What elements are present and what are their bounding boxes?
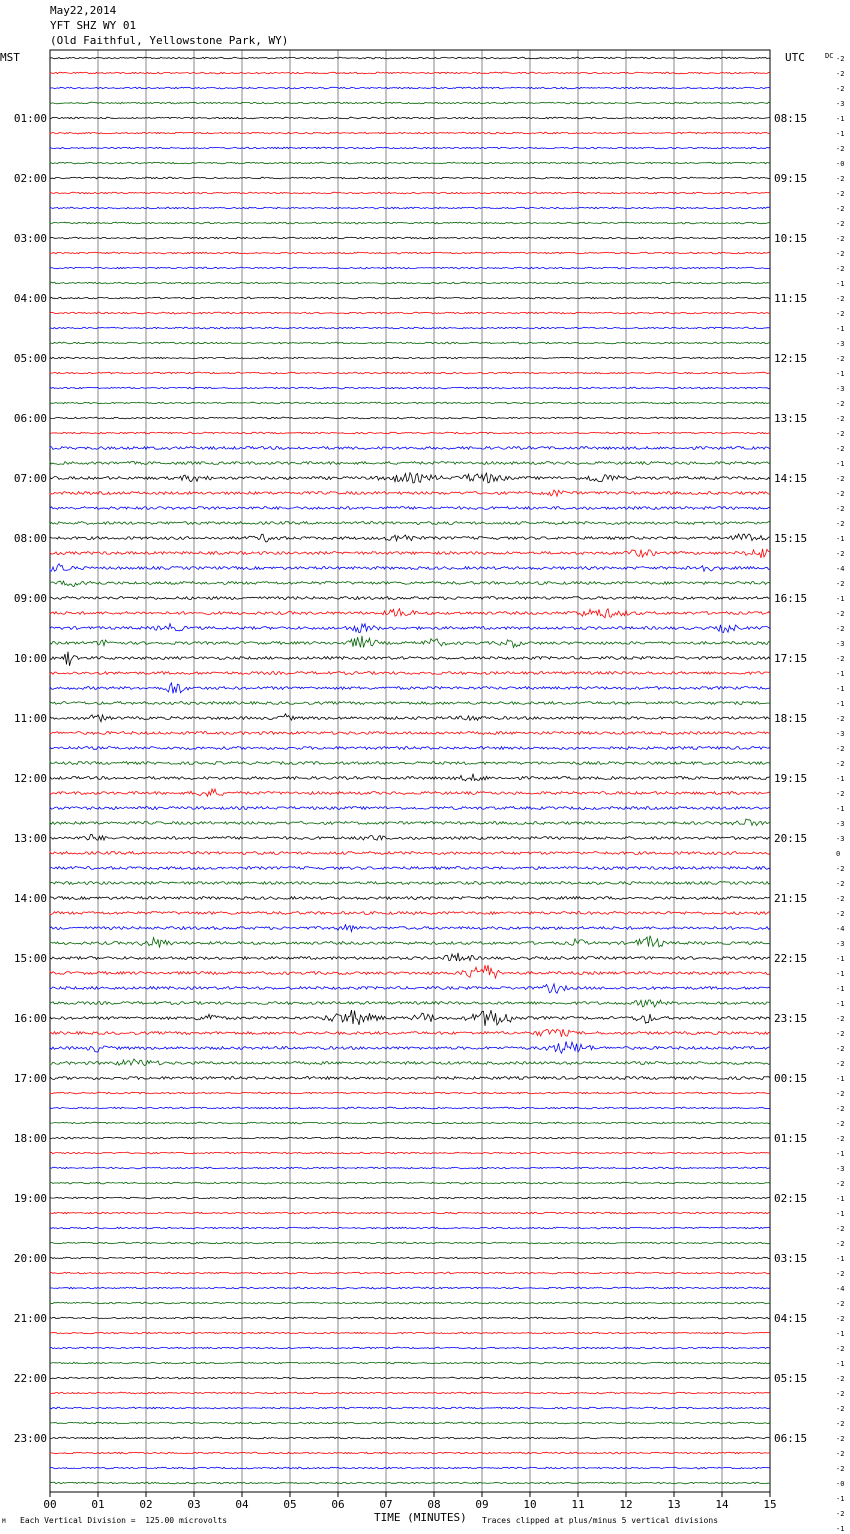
x-tick-label: 14 (715, 1498, 729, 1511)
seismic-trace (50, 1467, 770, 1469)
seismic-trace (50, 965, 770, 978)
dc-offset-label: -2 (836, 430, 845, 438)
mst-hour-label: 12:00 (13, 772, 47, 785)
seismic-trace (50, 402, 770, 404)
seismic-trace (50, 1152, 770, 1154)
dc-offset-label: -2 (836, 550, 845, 558)
dc-offset-label: -2 (836, 220, 845, 228)
seismic-trace (50, 912, 770, 915)
seismic-trace (50, 819, 770, 826)
seismic-trace (50, 636, 770, 648)
dc-offset-label: -2 (836, 1450, 845, 1458)
x-tick-label: 15 (763, 1498, 777, 1511)
seismic-trace (50, 297, 770, 299)
dc-offset-label: -2 (836, 55, 845, 63)
dc-offset-label: -2 (836, 1390, 845, 1398)
dc-offset-label: 0 (836, 850, 841, 858)
dc-offset-label: -2 (836, 1105, 845, 1113)
dc-offset-label: -2 (836, 475, 845, 483)
dc-offset-label: -2 (836, 1420, 845, 1428)
seismic-trace (50, 57, 770, 59)
seismic-trace (50, 177, 770, 179)
seismic-trace (50, 925, 770, 932)
seismic-trace (50, 342, 770, 344)
x-tick-label: 06 (331, 1498, 345, 1511)
seismic-trace (50, 72, 770, 74)
dc-offset-label: -2 (836, 1135, 845, 1143)
dc-offset-label: -2 (836, 790, 845, 798)
seismic-trace (50, 1452, 770, 1454)
dc-offset-label: -2 (836, 895, 845, 903)
dc-offset-label: -1 (836, 985, 845, 993)
seismic-trace (50, 652, 770, 666)
dc-offset-label: -2 (836, 520, 845, 528)
seismic-trace (50, 1332, 770, 1334)
seismic-trace (50, 1347, 770, 1349)
seismic-trace (50, 1010, 770, 1026)
seismic-trace (50, 1272, 770, 1274)
dc-offset-label: -2 (836, 745, 845, 753)
station-code: YFT SHZ WY 01 (50, 19, 137, 32)
x-tick-label: 10 (523, 1498, 537, 1511)
scale-note: Each Vertical Division = 125.00 microvolts (20, 1516, 228, 1525)
dc-offset-label: -1 (836, 1000, 845, 1008)
seismic-trace (50, 1041, 770, 1053)
dc-offset-label: -2 (836, 760, 845, 768)
dc-offset-label: -3 (836, 340, 845, 348)
seismic-trace (50, 417, 770, 419)
dc-offset-label: -2 (836, 625, 845, 633)
seismic-trace (50, 1437, 770, 1439)
seismic-trace (50, 936, 770, 948)
dc-offset-label: -2 (836, 1060, 845, 1068)
dc-offset-label: -0 (836, 1480, 845, 1488)
dc-offset-label: -2 (836, 85, 845, 93)
corner-mark: M (2, 1518, 6, 1525)
seismic-trace (50, 953, 770, 961)
seismic-trace (50, 1122, 770, 1124)
station-location: (Old Faithful, Yellowstone Park, WY) (50, 34, 289, 47)
utc-hour-label: 04:15 (774, 1312, 808, 1325)
dc-offset-label: -3 (836, 940, 845, 948)
dc-offset-label: -3 (836, 835, 845, 843)
dc-offset-label: -2 (836, 1045, 845, 1053)
dc-offset-label: -1 (836, 1195, 845, 1203)
seismic-trace (50, 207, 770, 209)
seismic-trace (50, 132, 770, 134)
seismic-trace (50, 882, 770, 885)
seismic-trace (50, 312, 770, 314)
utc-hour-label: 12:15 (774, 352, 808, 365)
dc-offset-label: -1 (836, 1495, 845, 1503)
dc-offset-label: -1 (836, 1360, 845, 1368)
seismic-trace (50, 1000, 770, 1007)
utc-axis-label: UTC (785, 51, 805, 64)
dc-offset-label: -2 (836, 70, 845, 78)
seismic-trace (50, 357, 770, 359)
dc-offset-label: -2 (836, 445, 845, 453)
seismic-trace (50, 282, 770, 284)
seismic-trace (50, 162, 770, 164)
utc-hour-label: 22:15 (774, 952, 808, 965)
dc-offset-label: -2 (836, 205, 845, 213)
seismic-trace (50, 1107, 770, 1109)
seismic-trace (50, 327, 770, 329)
dc-offset-label: -2 (836, 1375, 845, 1383)
seismic-trace (50, 609, 770, 618)
seismic-trace (50, 834, 770, 840)
utc-hour-label: 14:15 (774, 472, 808, 485)
mst-hour-label: 15:00 (13, 952, 47, 965)
dc-offset-label: -2 (836, 190, 845, 198)
dc-offset-label: -2 (836, 1405, 845, 1413)
dc-offset-label: -2 (836, 880, 845, 888)
seismic-trace (50, 1302, 770, 1304)
dc-offset-label: -2 (836, 715, 845, 723)
dc-offset-label: -2 (836, 235, 845, 243)
dc-offset-label: -2 (836, 355, 845, 363)
seismic-trace (50, 1182, 770, 1184)
seismic-trace (50, 267, 770, 269)
dc-offset-label: -1 (836, 370, 845, 378)
utc-hour-label: 19:15 (774, 772, 808, 785)
seismic-trace (50, 774, 770, 781)
utc-hour-label: 23:15 (774, 1012, 808, 1025)
dc-offset-label: -3 (836, 100, 845, 108)
utc-hour-label: 10:15 (774, 232, 808, 245)
dc-offset-label: -3 (836, 385, 845, 393)
seismic-trace (50, 387, 770, 389)
mst-hour-label: 02:00 (13, 172, 47, 185)
seismic-trace (50, 1092, 770, 1094)
dc-offset-label: -1 (836, 325, 845, 333)
seismic-trace (50, 581, 770, 587)
x-tick-label: 09 (475, 1498, 489, 1511)
dc-offset-label: -2 (836, 865, 845, 873)
dc-offset-label: -2 (836, 505, 845, 513)
mst-hour-label: 23:00 (13, 1432, 47, 1445)
dc-offset-label: -2 (836, 655, 845, 663)
seismic-trace (50, 147, 770, 149)
utc-hour-label: 21:15 (774, 892, 808, 905)
dc-offset-label: -1 (836, 670, 845, 678)
dc-offset-label: -3 (836, 1165, 845, 1173)
utc-hour-label: 09:15 (774, 172, 808, 185)
utc-hour-label: 03:15 (774, 1252, 808, 1265)
dc-offset-label: -1 (836, 1075, 845, 1083)
seismic-trace (50, 222, 770, 224)
mst-hour-label: 19:00 (13, 1192, 47, 1205)
dc-offset-label: -2 (836, 1345, 845, 1353)
x-tick-label: 13 (667, 1498, 681, 1511)
seismic-trace (50, 1257, 770, 1259)
dc-offset-label: -1 (836, 130, 845, 138)
seismic-trace (50, 1029, 770, 1037)
dc-offset-label: -2 (836, 1120, 845, 1128)
dc-offset-label: -3 (836, 820, 845, 828)
dc-offset-label: -1 (836, 280, 845, 288)
dc-offset-label: -2 (836, 1180, 845, 1188)
seismic-trace (50, 1362, 770, 1364)
dc-offset-label: -1 (836, 1255, 845, 1263)
mst-hour-label: 03:00 (13, 232, 47, 245)
seismic-trace (50, 1077, 770, 1080)
dc-offset-label: -2 (836, 145, 845, 153)
seismic-trace (50, 672, 770, 675)
mst-hour-label: 20:00 (13, 1252, 47, 1265)
mst-hour-label: 21:00 (13, 1312, 47, 1325)
seismic-trace (50, 1227, 770, 1229)
x-axis-title: TIME (MINUTES) (374, 1511, 467, 1524)
seismic-trace (50, 490, 770, 496)
seismic-trace (50, 624, 770, 633)
plot-frame (50, 50, 770, 1492)
utc-hour-label: 13:15 (774, 412, 808, 425)
dc-offset-label: -1 (836, 115, 845, 123)
mst-axis-label: MST (0, 51, 20, 64)
utc-hour-label: 17:15 (774, 652, 808, 665)
mst-hour-label: 05:00 (13, 352, 47, 365)
dc-offset-label: -1 (836, 955, 845, 963)
mst-hour-label: 11:00 (13, 712, 47, 725)
seismic-trace (50, 1422, 770, 1424)
seismic-trace (50, 852, 770, 855)
seismic-trace (50, 1059, 770, 1066)
dc-offset-label: -1 (836, 1330, 845, 1338)
x-tick-label: 02 (139, 1498, 153, 1511)
dc-label: DC (825, 52, 834, 60)
x-tick-label: 04 (235, 1498, 249, 1511)
dc-offset-label: -1 (836, 775, 845, 783)
utc-hour-label: 18:15 (774, 712, 808, 725)
seismic-trace (50, 714, 770, 722)
dc-offset-label: -2 (836, 1315, 845, 1323)
mst-hour-label: 13:00 (13, 832, 47, 845)
mst-hour-label: 07:00 (13, 472, 47, 485)
dc-offset-label: -2 (836, 610, 845, 618)
utc-hour-label: 02:15 (774, 1192, 808, 1205)
dc-offset-label: -1 (836, 1210, 845, 1218)
x-tick-label: 03 (187, 1498, 201, 1511)
clip-note: Traces clipped at plus/minus 5 vertical divisions (482, 1516, 719, 1525)
seismic-trace (50, 807, 770, 810)
dc-offset-label: -2 (836, 295, 845, 303)
mst-hour-label: 18:00 (13, 1132, 47, 1145)
seismic-trace (50, 683, 770, 694)
dc-offset-label: -2 (836, 250, 845, 258)
seismic-trace (50, 192, 770, 194)
x-tick-label: 05 (283, 1498, 297, 1511)
dc-offset-label: -2 (836, 1240, 845, 1248)
dc-offset-label: -4 (836, 925, 845, 933)
seismic-trace (50, 732, 770, 735)
utc-hour-label: 15:15 (774, 532, 808, 545)
dc-offset-label: -1 (836, 1150, 845, 1158)
seismic-trace (50, 534, 770, 542)
dc-offset-label: -3 (836, 640, 845, 648)
mst-hour-label: 06:00 (13, 412, 47, 425)
mst-hour-label: 08:00 (13, 532, 47, 545)
seismic-trace (50, 1197, 770, 1199)
dc-offset-label: -4 (836, 1285, 845, 1293)
utc-hour-label: 08:15 (774, 112, 808, 125)
seismic-trace (50, 462, 770, 465)
dc-offset-label: -2 (836, 1015, 845, 1023)
seismic-trace (50, 522, 770, 525)
dc-offset-label: -2 (836, 1435, 845, 1443)
seismic-trace (50, 117, 770, 119)
dc-offset-label: -0 (836, 160, 845, 168)
seismic-trace (50, 1137, 770, 1139)
dc-offset-label: -2 (836, 1090, 845, 1098)
x-tick-label: 11 (571, 1498, 585, 1511)
seismic-trace (50, 1242, 770, 1244)
dc-offset-label: -1 (836, 700, 845, 708)
dc-offset-label: -1 (836, 685, 845, 693)
x-tick-label: 07 (379, 1498, 393, 1511)
dc-offset-label: -3 (836, 730, 845, 738)
dc-offset-label: -2 (836, 1510, 845, 1518)
mst-hour-label: 22:00 (13, 1372, 47, 1385)
dc-offset-label: -2 (836, 490, 845, 498)
seismic-trace (50, 1287, 770, 1289)
seismic-trace (50, 897, 770, 900)
seismic-trace (50, 1407, 770, 1409)
seismic-trace (50, 867, 770, 870)
x-tick-label: 00 (43, 1498, 57, 1511)
seismic-trace (50, 597, 770, 600)
seismic-trace (50, 1167, 770, 1169)
mst-hour-label: 01:00 (13, 112, 47, 125)
seismic-trace (50, 702, 770, 705)
seismic-trace (50, 789, 770, 796)
dc-offset-label: -1 (836, 805, 845, 813)
x-tick-label: 12 (619, 1498, 633, 1511)
utc-hour-label: 00:15 (774, 1072, 808, 1085)
dc-offset-label: -2 (836, 1225, 845, 1233)
mst-hour-label: 09:00 (13, 592, 47, 605)
mst-hour-label: 16:00 (13, 1012, 47, 1025)
seismic-trace (50, 102, 770, 104)
seismic-trace (50, 1317, 770, 1319)
seismic-trace (50, 1392, 770, 1394)
dc-offset-label: -2 (836, 175, 845, 183)
dc-offset-label: -1 (836, 535, 845, 543)
plot-date: May22,2014 (50, 4, 117, 17)
seismic-trace (50, 984, 770, 993)
seismic-trace (50, 447, 770, 450)
seismic-trace (50, 564, 770, 572)
seismic-trace (50, 549, 770, 558)
seismic-trace (50, 432, 770, 434)
dc-offset-label: -2 (836, 310, 845, 318)
seismic-trace (50, 237, 770, 239)
seismic-trace (50, 1212, 770, 1214)
mst-hour-label: 17:00 (13, 1072, 47, 1085)
x-tick-label: 01 (91, 1498, 105, 1511)
mst-hour-label: 14:00 (13, 892, 47, 905)
utc-hour-label: 20:15 (774, 832, 808, 845)
dc-offset-label: -4 (836, 565, 845, 573)
seismic-trace (50, 1482, 770, 1484)
dc-offset-label: -1 (836, 970, 845, 978)
dc-offset-label: -2 (836, 1300, 845, 1308)
utc-hour-label: 16:15 (774, 592, 808, 605)
x-tick-label: 08 (427, 1498, 441, 1511)
seismic-trace (50, 87, 770, 89)
seismic-trace (50, 507, 770, 510)
seismic-trace (50, 473, 770, 483)
utc-hour-label: 11:15 (774, 292, 808, 305)
utc-hour-label: 05:15 (774, 1372, 808, 1385)
mst-hour-label: 04:00 (13, 292, 47, 305)
seismic-trace (50, 747, 770, 750)
utc-hour-label: 06:15 (774, 1432, 808, 1445)
dc-offset-label: -1 (836, 1525, 845, 1533)
dc-offset-label: -1 (836, 460, 845, 468)
mst-hour-label: 10:00 (13, 652, 47, 665)
dc-offset-label: -2 (836, 400, 845, 408)
seismic-trace (50, 762, 770, 765)
seismic-trace (50, 252, 770, 254)
dc-offset-label: -2 (836, 265, 845, 273)
seismic-trace (50, 372, 770, 374)
utc-hour-label: 01:15 (774, 1132, 808, 1145)
dc-offset-label: -2 (836, 1465, 845, 1473)
dc-offset-label: -2 (836, 415, 845, 423)
dc-offset-label: -1 (836, 595, 845, 603)
dc-offset-label: -2 (836, 910, 845, 918)
seismic-trace (50, 1377, 770, 1379)
dc-offset-label: -2 (836, 1030, 845, 1038)
dc-offset-label: -2 (836, 1270, 845, 1278)
dc-offset-label: -2 (836, 580, 845, 588)
